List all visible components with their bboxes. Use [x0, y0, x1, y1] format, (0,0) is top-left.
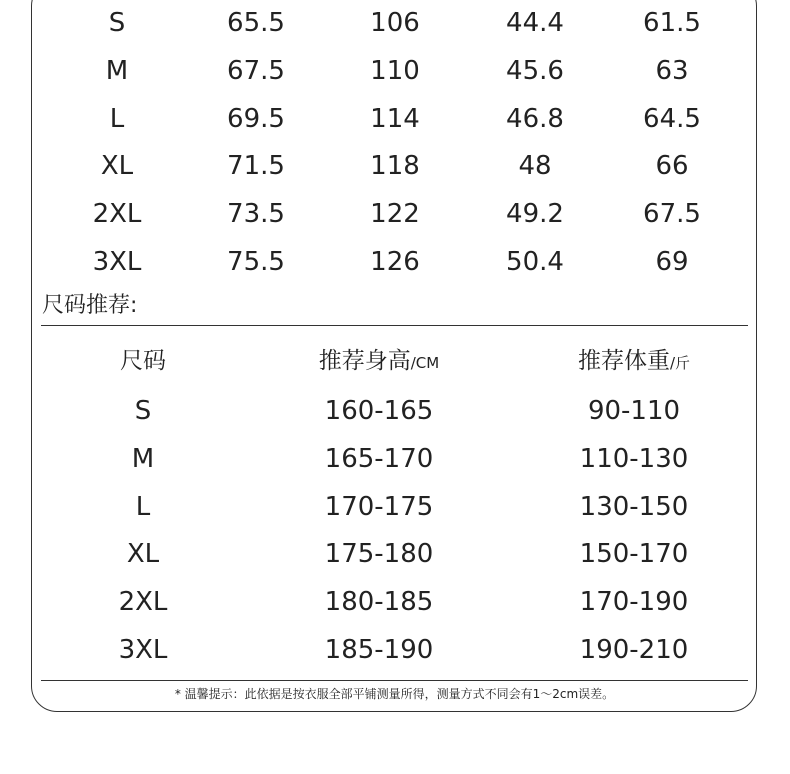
- value-cell: 106: [370, 8, 420, 38]
- size-cell: XL: [126, 539, 160, 569]
- section-divider: [41, 325, 748, 326]
- value-cell: 65.5: [227, 8, 285, 38]
- table-header-row: [0, 341, 790, 381]
- table-row: [0, 194, 790, 234]
- header-height-unit: /CM: [410, 354, 440, 372]
- table-row: [0, 51, 790, 91]
- height-cell: 185-190: [324, 635, 434, 665]
- value-cell: 73.5: [227, 199, 285, 229]
- table-row: [0, 439, 790, 479]
- value-cell: 50.4: [506, 247, 564, 277]
- value-cell: 71.5: [227, 151, 285, 181]
- table-row: [0, 242, 790, 282]
- value-cell: 63: [655, 56, 689, 86]
- recommendation-title: 尺码推荐:: [42, 293, 138, 318]
- table-row: [0, 630, 790, 670]
- header-weight: [554, 341, 714, 383]
- value-cell: 64.5: [643, 104, 701, 134]
- value-cell: 61.5: [643, 8, 701, 38]
- value-cell: 48: [518, 151, 552, 181]
- weight-cell: 170-190: [579, 587, 689, 617]
- table-row: [0, 582, 790, 622]
- value-cell: 67.5: [227, 56, 285, 86]
- weight-cell: 90-110: [587, 396, 681, 426]
- size-cell: L: [135, 492, 151, 522]
- size-cell: M: [105, 56, 129, 86]
- value-cell: 45.6: [506, 56, 564, 86]
- value-cell: 66: [655, 151, 689, 181]
- value-cell: 75.5: [227, 247, 285, 277]
- size-cell: 2XL: [118, 587, 168, 617]
- value-cell: 46.8: [506, 104, 564, 134]
- footer-divider: [41, 680, 748, 681]
- value-cell: 118: [370, 151, 420, 181]
- value-cell: 69: [655, 247, 689, 277]
- weight-cell: 130-150: [579, 492, 689, 522]
- header-height: [299, 341, 459, 383]
- height-cell: 175-180: [324, 539, 434, 569]
- value-cell: 69.5: [227, 104, 285, 134]
- value-cell: 110: [370, 56, 420, 86]
- size-cell: L: [109, 104, 125, 134]
- table-row: [0, 487, 790, 527]
- value-cell: 126: [370, 247, 420, 277]
- value-cell: 44.4: [506, 8, 564, 38]
- weight-cell: 110-130: [579, 444, 689, 474]
- value-cell: 114: [370, 104, 420, 134]
- height-cell: 180-185: [324, 587, 434, 617]
- size-cell: 3XL: [118, 635, 168, 665]
- table-row: [0, 3, 790, 43]
- size-cell: 2XL: [92, 199, 142, 229]
- size-cell: M: [131, 444, 155, 474]
- table-row: [0, 391, 790, 431]
- header-weight-unit: /斤: [669, 354, 691, 372]
- header-height-label: 推荐身高: [318, 348, 411, 374]
- value-cell: 122: [370, 199, 420, 229]
- size-cell: 3XL: [92, 247, 142, 277]
- table-row: [0, 99, 790, 139]
- table-row: [0, 534, 790, 574]
- value-cell: 49.2: [506, 199, 564, 229]
- size-cell: S: [134, 396, 152, 426]
- table-row: [0, 146, 790, 186]
- size-cell: XL: [100, 151, 134, 181]
- height-cell: 165-170: [324, 444, 434, 474]
- header-size: 尺码: [120, 348, 166, 374]
- measurement-note: * 温馨提示：此依据是按衣服全部平铺测量所得，测量方式不同会有1～2cm误差。: [174, 687, 615, 701]
- height-cell: 160-165: [324, 396, 434, 426]
- size-cell: S: [108, 8, 126, 38]
- height-cell: 170-175: [324, 492, 434, 522]
- value-cell: 67.5: [643, 199, 701, 229]
- header-weight-label: 推荐体重: [577, 348, 670, 374]
- weight-cell: 150-170: [579, 539, 689, 569]
- weight-cell: 190-210: [579, 635, 689, 665]
